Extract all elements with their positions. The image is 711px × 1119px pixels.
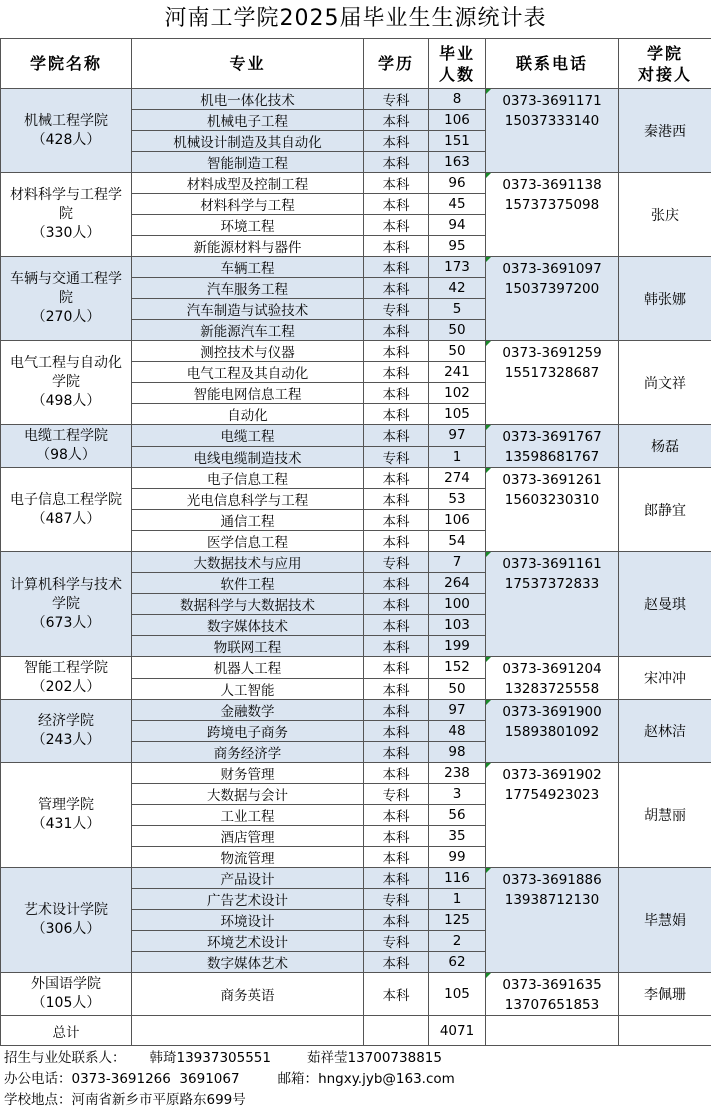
degree: 本科	[364, 257, 429, 278]
major-name: 电线电缆制造技术	[132, 446, 364, 468]
table-row	[1, 868, 711, 889]
degree: 本科	[364, 404, 429, 425]
mobile-phone: 15037397200	[504, 281, 600, 297]
major-name: 广告艺术设计	[132, 889, 364, 910]
graduate-count: 5	[429, 299, 486, 320]
major-name: 材料成型及控制工程	[132, 173, 364, 194]
graduate-count: 53	[429, 489, 486, 510]
graduate-count: 264	[429, 573, 486, 594]
footer-contact-line	[4, 1048, 455, 1069]
graduate-count: 98	[429, 742, 486, 763]
graduate-count: 3	[429, 784, 486, 805]
major-name: 财务管理	[132, 763, 364, 784]
degree: 本科	[364, 152, 429, 173]
degree: 本科	[364, 236, 429, 257]
graduate-count: 103	[429, 615, 486, 636]
office-phone: 0373-3691261	[502, 472, 602, 488]
college-name: 管理学院	[38, 797, 94, 813]
footer-office-line	[4, 1069, 455, 1090]
major-name: 机器人工程	[132, 657, 364, 679]
college-name: 电缆工程学院	[24, 428, 108, 444]
total-empty-cell	[132, 1016, 364, 1046]
major-name: 环境艺术设计	[132, 931, 364, 952]
mobile-phone: 15603230310	[504, 492, 600, 508]
office-phone: 0373-3691161	[502, 556, 602, 572]
mobile-phone: 15037333140	[504, 113, 600, 129]
graduate-count: 105	[429, 973, 486, 1016]
degree: 本科	[364, 173, 429, 194]
major-name: 新能源材料与器件	[132, 236, 364, 257]
major-name: 车辆工程	[132, 257, 364, 278]
header-degree: 学历	[364, 39, 429, 89]
college-contact: 张庆	[619, 173, 711, 257]
major-name: 环境工程	[132, 215, 364, 236]
major-name: 自动化	[132, 404, 364, 425]
major-name: 材料科学与工程	[132, 194, 364, 215]
degree: 本科	[364, 383, 429, 404]
graduate-count: 56	[429, 805, 486, 826]
major-name: 通信工程	[132, 510, 364, 531]
table-header-row	[1, 39, 711, 89]
major-name: 大数据技术与应用	[132, 552, 364, 573]
graduate-count: 62	[429, 952, 486, 973]
phone-cell	[486, 868, 619, 973]
graduate-count: 274	[429, 468, 486, 489]
college-name: 电子信息工程学院	[10, 491, 122, 508]
table-row	[1, 257, 711, 278]
degree: 本科	[364, 742, 429, 763]
degree: 本科	[364, 341, 429, 362]
degree: 专科	[364, 446, 429, 468]
table-row	[1, 763, 711, 784]
phone-cell	[486, 552, 619, 657]
graduate-count: 48	[429, 721, 486, 742]
major-name: 产品设计	[132, 868, 364, 889]
college-total: （202人）	[31, 679, 101, 695]
mobile-phone: 15517328687	[504, 365, 600, 381]
major-name: 数字媒体技术	[132, 615, 364, 636]
college-name-cell	[1, 700, 132, 763]
degree: 本科	[364, 678, 429, 700]
phone-cell	[486, 763, 619, 868]
college-name-cell	[1, 868, 132, 973]
header-contact-line2: 对接人	[637, 64, 692, 84]
mobile-phone: 15737375098	[504, 197, 600, 213]
college-name: 智能工程学院	[24, 660, 108, 676]
office-phone: 0373-3691171	[502, 93, 602, 109]
college-total: （270人）	[31, 309, 101, 325]
degree: 本科	[364, 594, 429, 615]
degree: 专科	[364, 552, 429, 573]
table-row	[1, 700, 711, 721]
college-contact: 宋冲冲	[619, 657, 711, 700]
graduate-count: 152	[429, 657, 486, 679]
mobile-phone: 13598681767	[504, 449, 600, 465]
major-name: 数据科学与大数据技术	[132, 594, 364, 615]
graduate-count: 7	[429, 552, 486, 573]
college-total: （431人）	[31, 816, 101, 832]
college-contact: 韩张娜	[619, 257, 711, 341]
degree: 本科	[364, 215, 429, 236]
graduate-count: 94	[429, 215, 486, 236]
degree: 本科	[364, 847, 429, 868]
table-row	[1, 468, 711, 489]
major-name: 机械电子工程	[132, 110, 364, 131]
college-name: 车辆与交通工程学院	[10, 271, 122, 306]
degree: 专科	[364, 89, 429, 110]
degree: 专科	[364, 889, 429, 910]
degree: 本科	[364, 131, 429, 152]
college-name-cell	[1, 257, 132, 341]
college-name-cell	[1, 89, 132, 173]
college-contact: 秦港西	[619, 89, 711, 173]
graduate-count: 8	[429, 89, 486, 110]
college-total: （243人）	[31, 732, 101, 748]
table-row	[1, 173, 711, 194]
graduate-count: 42	[429, 278, 486, 299]
college-contact: 毕慧娟	[619, 868, 711, 973]
college-total: （105人）	[31, 995, 101, 1011]
table-row	[1, 552, 711, 573]
college-contact: 赵曼琪	[619, 552, 711, 657]
header-count-line1: 毕业	[438, 43, 475, 63]
header-major: 专业	[132, 39, 364, 89]
mobile-phone: 13283725558	[504, 681, 600, 697]
graduate-count: 106	[429, 510, 486, 531]
college-name-cell	[1, 973, 132, 1016]
college-name-cell	[1, 552, 132, 657]
header-contact-line1: 学院	[646, 43, 683, 63]
total-empty-cell	[364, 1016, 429, 1046]
degree: 本科	[364, 320, 429, 341]
graduate-count: 241	[429, 362, 486, 383]
graduate-count: 106	[429, 110, 486, 131]
college-contact: 李佩珊	[619, 973, 711, 1016]
mobile-phone: 17754923023	[504, 787, 600, 803]
mobile-phone: 13707651853	[504, 997, 600, 1013]
college-contact: 郎静宜	[619, 468, 711, 552]
graduate-count: 151	[429, 131, 486, 152]
degree: 本科	[364, 973, 429, 1016]
table-row	[1, 657, 711, 679]
college-contact: 杨磊	[619, 425, 711, 468]
college-name: 外国语学院	[31, 976, 101, 992]
office-phone: 0373-3691900	[502, 704, 602, 720]
footer-contact-label: 招生与业处联系人：	[4, 1050, 126, 1066]
office-phone: 0373-3691138	[502, 177, 602, 193]
graduate-count: 2	[429, 931, 486, 952]
office-phone: 0373-3691259	[502, 345, 602, 361]
office-phone: 0373-3691635	[502, 977, 602, 993]
phone-cell	[486, 973, 619, 1016]
graduate-count: 99	[429, 847, 486, 868]
major-name: 软件工程	[132, 573, 364, 594]
degree: 本科	[364, 425, 429, 447]
major-name: 智能电网信息工程	[132, 383, 364, 404]
graduate-count: 50	[429, 678, 486, 700]
college-name: 机械工程学院	[24, 112, 108, 129]
graduate-count: 100	[429, 594, 486, 615]
degree: 本科	[364, 510, 429, 531]
degree: 本科	[364, 763, 429, 784]
graduate-count: 96	[429, 173, 486, 194]
office-phone: 0373-3691886	[502, 872, 602, 888]
major-name: 商务经济学	[132, 742, 364, 763]
degree: 本科	[364, 952, 429, 973]
header-count-line2: 人数	[438, 64, 475, 84]
footer-contact-2: 茹祥莹13700738815	[306, 1050, 442, 1066]
degree: 专科	[364, 784, 429, 805]
total-label: 总计	[1, 1016, 132, 1046]
degree: 专科	[364, 931, 429, 952]
college-total: （98人）	[36, 447, 96, 463]
degree: 本科	[364, 910, 429, 931]
office-phone: 0373-3691204	[502, 661, 602, 677]
graduate-count: 125	[429, 910, 486, 931]
graduate-count: 163	[429, 152, 486, 173]
degree: 本科	[364, 805, 429, 826]
footer-email[interactable]: hngxy.jyb@163.com	[318, 1071, 455, 1087]
college-total: （487人）	[31, 510, 101, 527]
table-row	[1, 973, 711, 1016]
major-name: 电缆工程	[132, 425, 364, 447]
major-name: 酒店管理	[132, 826, 364, 847]
table-row	[1, 341, 711, 362]
total-count: 4071	[429, 1016, 486, 1046]
college-name-cell	[1, 468, 132, 552]
mobile-phone: 13938712130	[504, 892, 600, 908]
major-name: 电子信息工程	[132, 468, 364, 489]
graduate-count: 45	[429, 194, 486, 215]
major-name: 汽车制造与试验技术	[132, 299, 364, 320]
header-phone: 联系电话	[486, 39, 619, 89]
graduate-count: 102	[429, 383, 486, 404]
major-name: 金融数学	[132, 700, 364, 721]
phone-cell	[486, 425, 619, 468]
footer-address: 河南省新乡市平原路东699号	[71, 1092, 246, 1108]
major-name: 人工智能	[132, 678, 364, 700]
college-contact: 尚文祥	[619, 341, 711, 425]
header-college: 学院名称	[1, 39, 132, 89]
graduate-count: 95	[429, 236, 486, 257]
footer-office-label: 办公电话：	[4, 1071, 72, 1087]
graduate-count: 238	[429, 763, 486, 784]
college-name: 艺术设计学院	[24, 902, 108, 918]
degree: 本科	[364, 868, 429, 889]
total-empty-cell	[486, 1016, 619, 1046]
office-phone: 0373-3691902	[502, 767, 602, 783]
major-name: 商务英语	[132, 973, 364, 1016]
major-name: 数字媒体艺术	[132, 952, 364, 973]
degree: 本科	[364, 362, 429, 383]
table-row	[1, 89, 711, 110]
college-total: （498人）	[31, 393, 101, 409]
college-total: （306人）	[31, 921, 101, 937]
major-name: 汽车服务工程	[132, 278, 364, 299]
graduate-statistics-table	[0, 38, 711, 1046]
phone-cell	[486, 89, 619, 173]
major-name: 物联网工程	[132, 636, 364, 657]
college-name-cell	[1, 657, 132, 700]
graduate-count: 54	[429, 531, 486, 552]
major-name: 工业工程	[132, 805, 364, 826]
footer-address-line	[4, 1090, 455, 1111]
mobile-phone: 15893801092	[504, 724, 600, 740]
major-name: 跨境电子商务	[132, 721, 364, 742]
degree: 本科	[364, 110, 429, 131]
college-total: （330人）	[31, 225, 101, 241]
college-name-cell	[1, 341, 132, 425]
phone-cell	[486, 657, 619, 700]
phone-cell	[486, 700, 619, 763]
phone-cell	[486, 468, 619, 552]
major-name: 大数据与会计	[132, 784, 364, 805]
table-row	[1, 425, 711, 447]
graduate-count: 97	[429, 700, 486, 721]
college-name: 电气工程与自动化学院	[10, 355, 122, 390]
graduate-count: 199	[429, 636, 486, 657]
major-name: 环境设计	[132, 910, 364, 931]
footer-office-phone: 0373-3691266 3691067	[71, 1071, 240, 1087]
degree: 本科	[364, 615, 429, 636]
major-name: 智能制造工程	[132, 152, 364, 173]
major-name: 机电一体化技术	[132, 89, 364, 110]
degree: 本科	[364, 278, 429, 299]
college-name: 计算机科学与技术学院	[10, 576, 122, 612]
table-body	[1, 89, 711, 1016]
footer-info	[4, 1048, 455, 1111]
degree: 本科	[364, 657, 429, 679]
major-name: 光电信息科学与工程	[132, 489, 364, 510]
college-total: （673人）	[31, 614, 101, 631]
graduate-count: 50	[429, 320, 486, 341]
mobile-phone: 17537372833	[504, 576, 600, 592]
college-contact: 胡慧丽	[619, 763, 711, 868]
graduate-count: 1	[429, 446, 486, 468]
college-total: （428人）	[31, 131, 101, 148]
degree: 本科	[364, 489, 429, 510]
graduate-count: 1	[429, 889, 486, 910]
graduate-count: 116	[429, 868, 486, 889]
phone-cell	[486, 257, 619, 341]
phone-cell	[486, 173, 619, 257]
footer-email-label: 邮箱：	[277, 1071, 319, 1087]
major-name: 物流管理	[132, 847, 364, 868]
major-name: 机械设计制造及其自动化	[132, 131, 364, 152]
total-row	[1, 1016, 711, 1046]
college-name-cell	[1, 763, 132, 868]
footer-address-label: 学校地点：	[4, 1092, 72, 1108]
degree: 专科	[364, 299, 429, 320]
total-empty-cell	[619, 1016, 711, 1046]
degree: 本科	[364, 700, 429, 721]
degree: 本科	[364, 468, 429, 489]
header-count	[429, 39, 486, 89]
office-phone: 0373-3691097	[502, 261, 602, 277]
college-name-cell	[1, 173, 132, 257]
page-title: 河南工学院2025届毕业生生源统计表	[164, 6, 547, 31]
degree: 本科	[364, 636, 429, 657]
degree: 本科	[364, 194, 429, 215]
phone-cell	[486, 341, 619, 425]
college-name: 经济学院	[38, 713, 94, 729]
major-name: 测控技术与仪器	[132, 341, 364, 362]
graduate-count: 35	[429, 826, 486, 847]
degree: 本科	[364, 573, 429, 594]
graduate-count: 173	[429, 257, 486, 278]
college-name: 材料科学与工程学院	[10, 187, 122, 222]
major-name: 医学信息工程	[132, 531, 364, 552]
graduate-count: 105	[429, 404, 486, 425]
degree: 本科	[364, 531, 429, 552]
degree: 本科	[364, 826, 429, 847]
office-phone: 0373-3691767	[502, 429, 602, 445]
major-name: 电气工程及其自动化	[132, 362, 364, 383]
footer-contact-1: 韩琦13937305551	[149, 1050, 271, 1066]
college-contact: 赵林洁	[619, 700, 711, 763]
college-name-cell	[1, 425, 132, 468]
major-name: 新能源汽车工程	[132, 320, 364, 341]
degree: 本科	[364, 721, 429, 742]
graduate-count: 50	[429, 341, 486, 362]
header-contact	[619, 39, 711, 89]
graduate-count: 97	[429, 425, 486, 447]
